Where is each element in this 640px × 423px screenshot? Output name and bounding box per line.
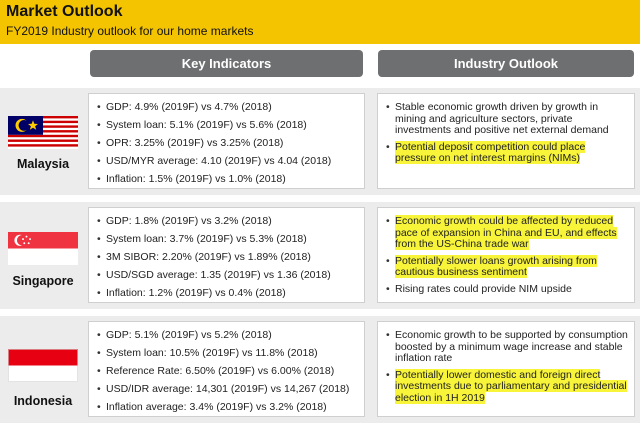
malaysia-flag-icon — [8, 116, 78, 149]
indicator-item: • OPR: 3.25% (2019F) vs 3.25% (2018) — [97, 137, 358, 149]
highlighted-text: Economic growth could be affected by reduced pace of expansion in China and EU, and effects from the US-China trade war — [395, 215, 617, 250]
header-bar — [0, 0, 640, 44]
outlook-item — [386, 142, 628, 165]
indicator-item: • Inflation: 1.5% (2019F) vs 1.0% (2018) — [97, 173, 358, 185]
country-label-malaysia: Malaysia — [16, 157, 70, 171]
singapore-flag-icon — [8, 232, 78, 265]
indicator-item: • Inflation: 1.2% (2019F) vs 0.4% (2018) — [97, 287, 358, 299]
indicator-item: • Reference Rate: 6.50% (2019F) vs 6.00% (2018) — [97, 365, 358, 377]
country-label-singapore: Singapore — [12, 274, 74, 288]
indicator-item: • USD/IDR average: 14,301 (2019F) vs 14,267 (2018) — [97, 383, 358, 395]
page-subtitle: FY2019 Industry outlook for our home markets — [6, 24, 254, 38]
indonesia-industry-outlook — [377, 321, 635, 417]
indicator-item: • GDP: 1.8% (2019F) vs 3.2% (2018) — [97, 215, 358, 227]
indicator-item: • USD/MYR average: 4.10 (2019F) vs 4.04 (2018) — [97, 155, 358, 167]
indicator-item: • GDP: 4.9% (2019F) vs 4.7% (2018) — [97, 101, 358, 113]
highlighted-text: Potential deposit competition could place pressure on net interest margins (NIMs) — [395, 140, 586, 164]
outlook-item: • Economic growth to be supported by consumption boosted by a minimum wage increase and stable inflation rate — [386, 330, 628, 365]
malaysia-key-indicators — [88, 93, 365, 189]
indicator-item: • Inflation average: 3.4% (2019F) vs 3.2% (2018) — [97, 401, 358, 413]
page-title: Market Outlook — [6, 3, 123, 20]
indicator-item: • System loan: 10.5% (2019F) vs 11.8% (2018) — [97, 347, 358, 359]
industry-outlook-header: Industry Outlook — [378, 50, 634, 77]
key-indicators-header: Key Indicators — [90, 50, 363, 77]
indicator-item: • System loan: 5.1% (2019F) vs 5.6% (2018) — [97, 119, 358, 131]
outlook-item — [386, 216, 628, 251]
malaysia-industry-outlook — [377, 93, 635, 189]
indicator-item: • 3M SIBOR: 2.20% (2019F) vs 1.89% (2018) — [97, 251, 358, 263]
outlook-item — [386, 256, 628, 279]
indonesia-key-indicators — [88, 321, 365, 417]
outlook-item: • Rising rates could provide NIM upside — [386, 284, 628, 296]
indicator-item: • USD/SGD average: 1.35 (2019F) vs 1.36 (2018) — [97, 269, 358, 281]
outlook-item: • Stable economic growth driven by growth in mining and agriculture sectors, private investments and positive net external demand — [386, 102, 628, 137]
indicator-item: • GDP: 5.1% (2019F) vs 5.2% (2018) — [97, 329, 358, 341]
country-label-indonesia: Indonesia — [13, 394, 73, 408]
indonesia-flag-icon — [8, 349, 78, 382]
indicator-item: • System loan: 3.7% (2019F) vs 5.3% (2018) — [97, 233, 358, 245]
highlighted-text: Potentially slower loans growth arising from cautious business sentiment — [395, 254, 597, 278]
singapore-industry-outlook — [377, 207, 635, 303]
singapore-key-indicators — [88, 207, 365, 303]
highlighted-text: Potentially lower domestic and foreign direct investments due to parliamentary and presidential election in 1H 2019 — [395, 368, 627, 404]
outlook-item — [386, 370, 628, 405]
